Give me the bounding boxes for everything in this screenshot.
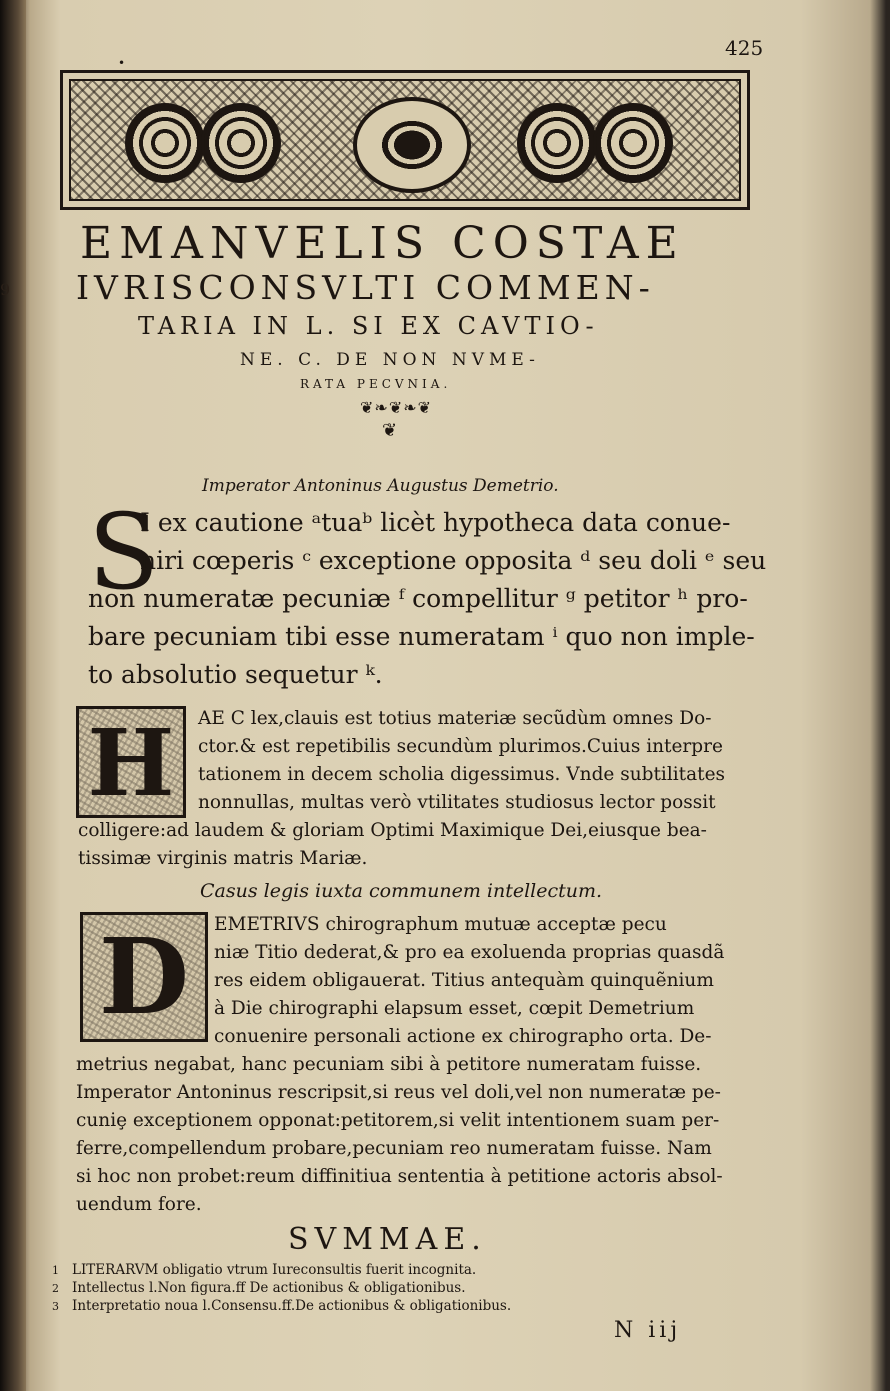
drop-cap-s: S [88,491,160,613]
summary-text: LITERARVM obligatio vtrum Iureconsultis fuerit incognita. [72,1262,477,1278]
page-bullet-mark: • [118,56,126,70]
casus-line: cuniȩ exceptionem opponat:petitorem,si velit intentionem suam per- [76,1110,720,1131]
summary-number: 1 [52,1264,59,1277]
casus-line: conuenire personali actione ex chirographo orta. De- [214,1026,712,1047]
commentary-line: colligere:ad laudem & gloriam Optimi Maximique Dei,eiusque bea- [78,820,707,841]
title-line-2: IVRISCONSVLTI COMMEN- [76,268,655,307]
summae-heading: SVMMAE. [288,1222,487,1257]
commentary-line: AE C lex,clauis est totius materiæ secũdùm omnes Do- [198,708,712,729]
knot-ornament-center [353,97,471,193]
fleuron-ornament-small: ❦ [382,420,398,441]
headpiece-pattern [69,79,741,201]
commentary-line: tationem in decem scholia digessimus. Vnde subtilitates [198,764,726,785]
casus-line: res eidem obligauerat. Titius antequàm quinquẽnium [214,970,714,991]
ornamental-headpiece [60,70,750,210]
law-text-line: I ex cautione ᵃtuaᵇ licèt hypotheca data conue- [140,508,731,537]
casus-rubric: Casus legis iuxta communem intellectum. [200,880,603,902]
initial-letter-h: H [79,709,183,815]
commentary-line: ctor.& est repetibilis secundùm plurimos.Cuius interpre [198,736,723,757]
casus-line: niæ Titio dederat,& pro ea exoluenda proprias quasdã [214,942,725,963]
law-rubric: Imperator Antoninus Augustus Demetrio. [202,476,559,496]
law-text-line: bare pecuniam tibi esse numeratam ⁱ quo non imple- [88,622,755,651]
page-number: 425 [725,36,764,60]
summary-item [52,1262,476,1278]
title-line-5: RATA PECVNIA. [300,377,452,391]
law-text-line: non numeratæ pecuniæ ᶠ compellitur ᵍ petitor ʰ pro- [88,584,748,613]
casus-line: si hoc non probet:reum diffinitiua sententia à petitione actoris absol- [76,1166,723,1187]
rosette-ornament [517,103,597,183]
woodcut-initial-d [80,912,208,1042]
signature-mark: N iij [614,1318,682,1343]
initial-letter-d: D [83,915,205,1039]
law-text-line: to absolutio sequetur ᵏ. [88,660,383,689]
summary-text: Interpretatio noua l.Consensu.ff.De actionibus & obligationibus. [72,1298,512,1314]
title-line-1: EMANVELIS COSTAE [80,218,685,269]
title-line-4: NE. C. DE NON NVME- [240,350,540,370]
title-line-3: TARIA IN L. SI EX CAVTIO- [138,312,599,340]
casus-line: metrius negabat, hanc pecuniam sibi à petitore numeratam fuisse. [76,1054,702,1075]
commentary-line: tissimæ virginis matris Mariæ. [78,848,368,869]
casus-line: EMETRIVS chirographum mutuæ acceptæ pecu [214,914,667,935]
rosette-ornament-left [125,103,205,183]
casus-line: ferre,compellendum probare,pecuniam reo numeratam fuisse. Nam [76,1138,712,1159]
casus-line: uendum fore. [76,1194,202,1215]
summary-number: 3 [52,1300,59,1313]
rosette-ornament-right [593,103,673,183]
law-text-line: niri cœperis ᶜ exceptione opposita ᵈ seu doli ᵉ seu [140,546,767,575]
margin-mark: 9 [0,280,11,299]
summary-item [52,1298,511,1314]
fleuron-ornament: ❦❧❦❧❦ [360,398,433,417]
casus-line: Imperator Antoninus rescripsit,si reus vel doli,vel non numeratæ pe- [76,1082,721,1103]
rosette-ornament [201,103,281,183]
facing-page-edge [0,0,26,1391]
summary-number: 2 [52,1282,59,1295]
summary-text: Intellectus l.Non figura.ff De actionibus & obligationibus. [72,1280,466,1296]
commentary-line: nonnullas, multas verò vtilitates studiosus lector possit [198,792,716,813]
woodcut-initial-h [76,706,186,818]
casus-line: à Die chirographi elapsum esset, cœpit Demetrium [214,998,695,1019]
summary-item [52,1280,466,1296]
